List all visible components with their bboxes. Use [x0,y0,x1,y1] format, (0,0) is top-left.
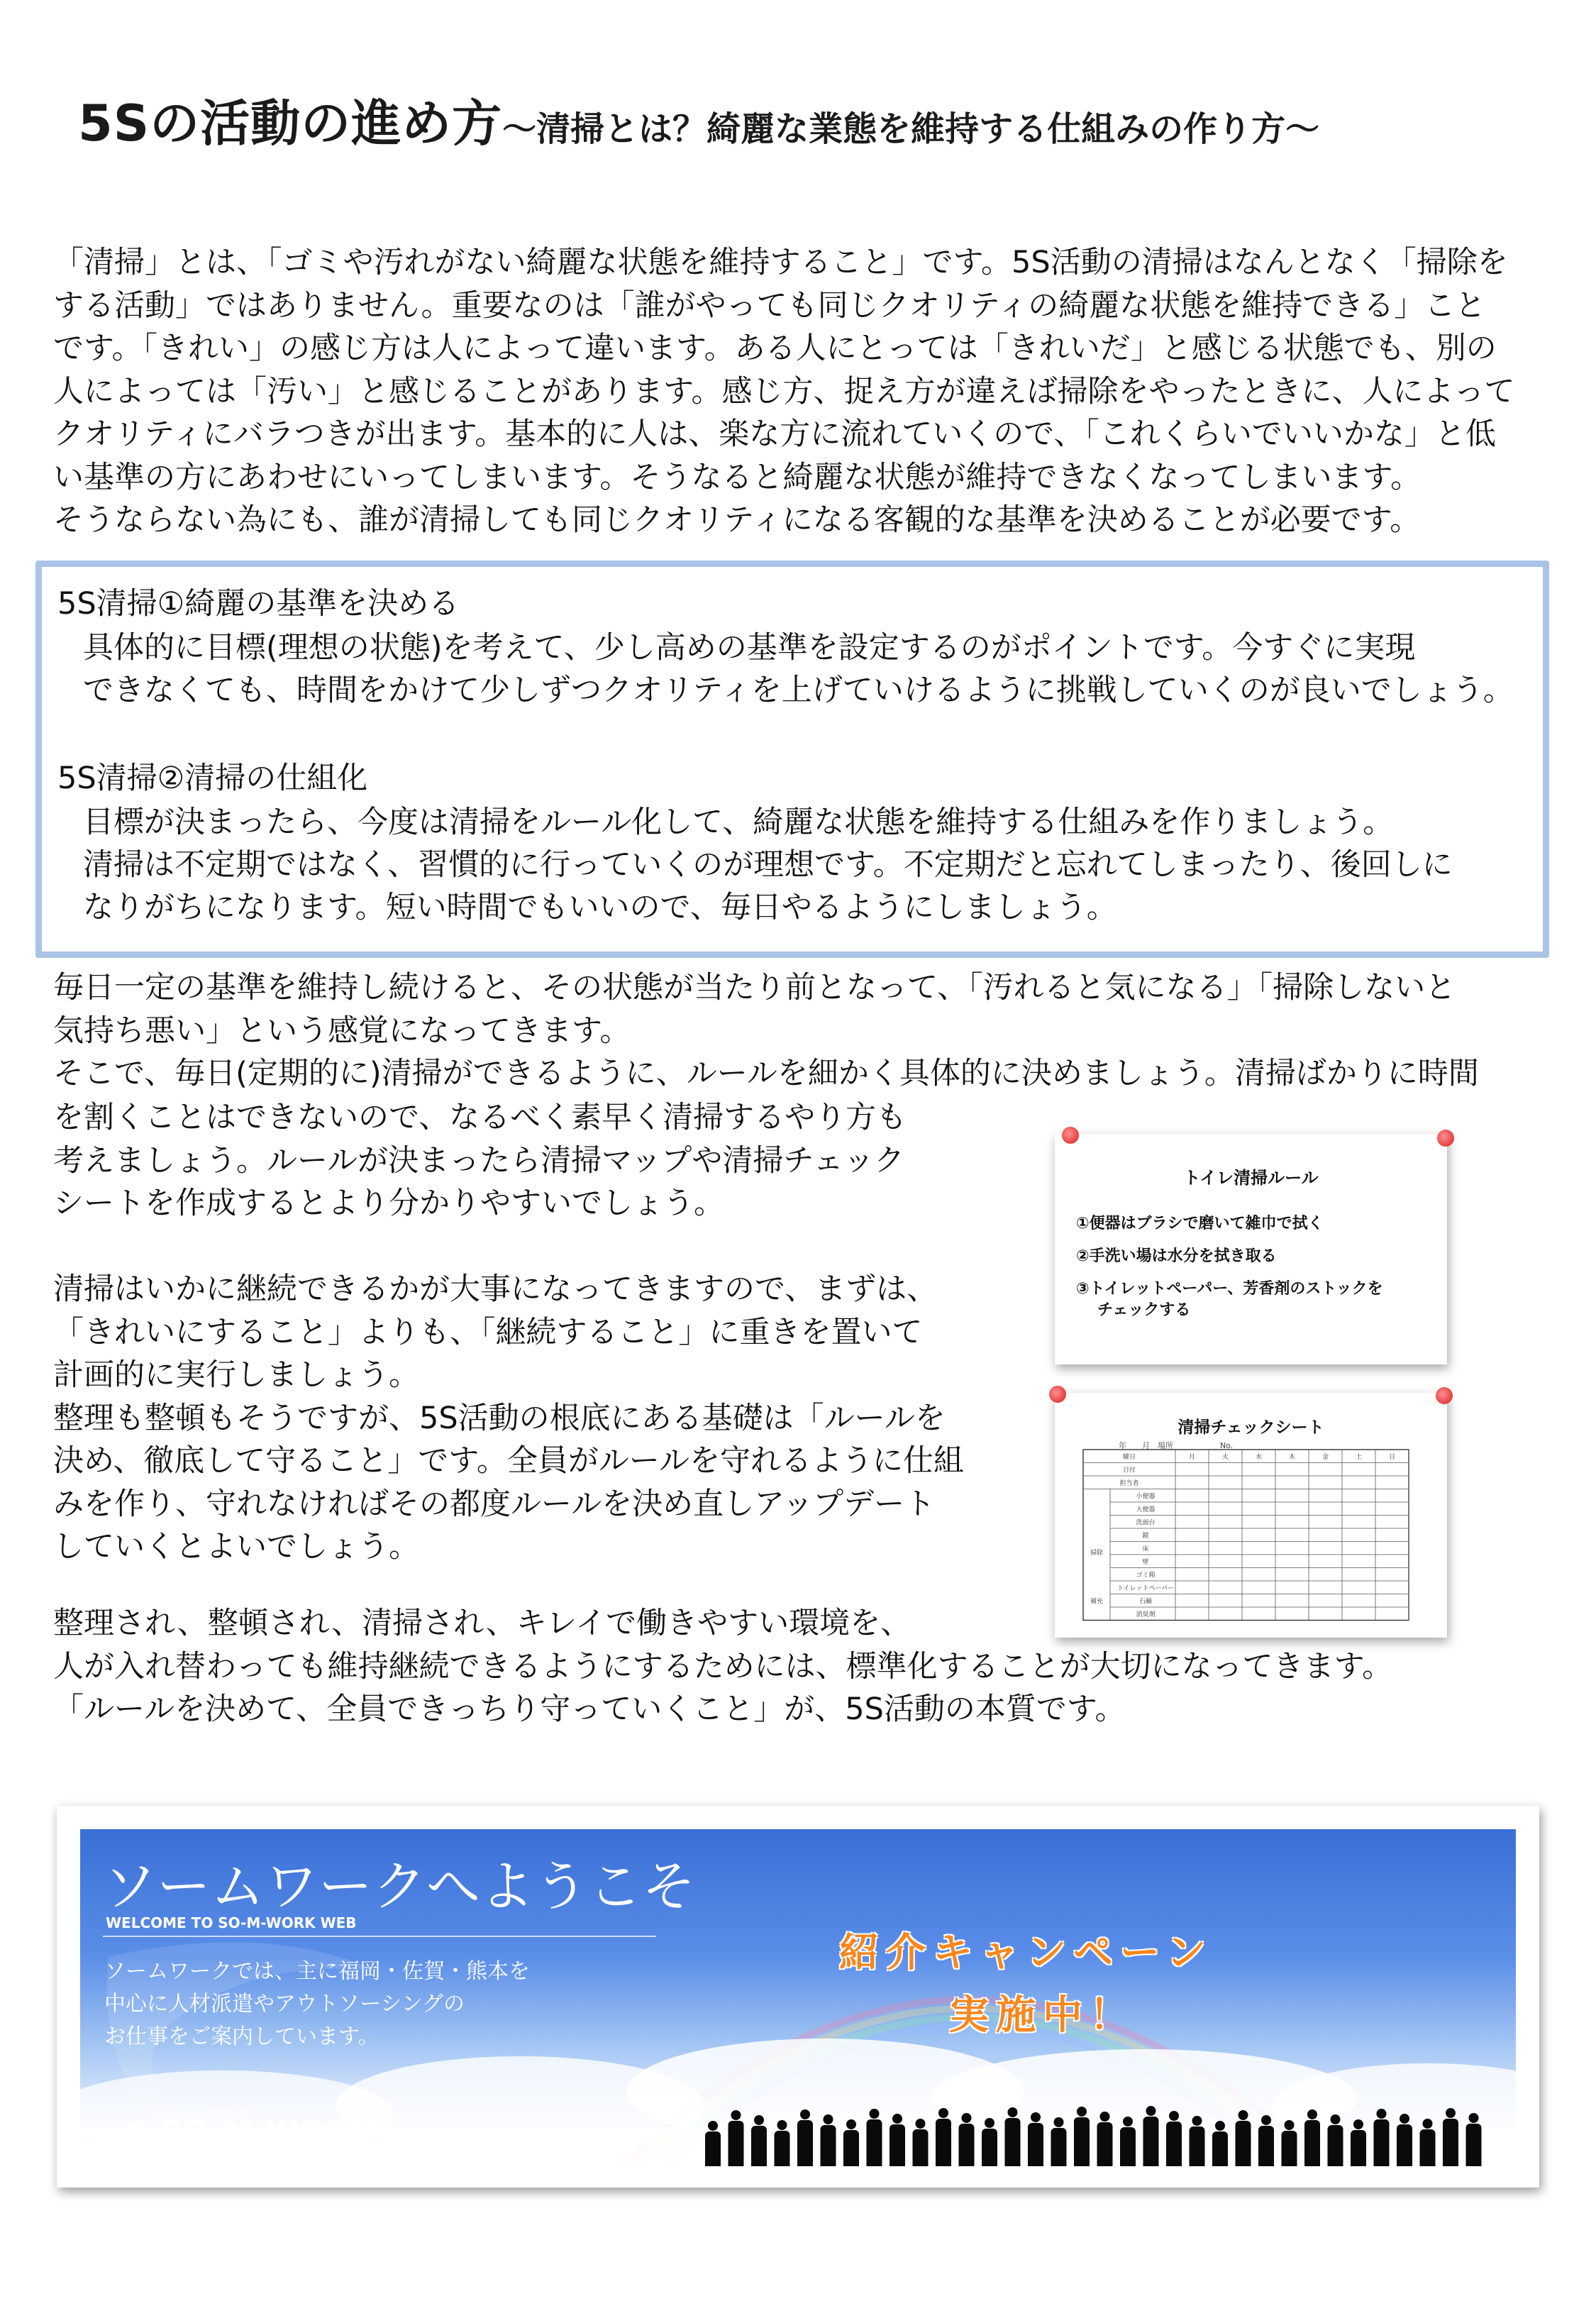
person-silhouette [1097,2112,1113,2166]
person-silhouette [959,2113,975,2166]
person-silhouette [1351,2119,1366,2166]
grid-day-label: 火 [1221,1454,1229,1461]
rule-item: ③トイレットペーパー、芳香剤のストックを [1076,1280,1383,1298]
point1-line: 具体的に目標(理想の状態)を考えて、少し高めの基準を設定するのがポイントです。今すぐに実現 [83,630,1416,666]
person-silhouette [1005,2107,1021,2166]
point1-line: できなくても、時間をかけて少しずつクオリティを上げていけるように挑戦していくのが良いでしょう。 [83,673,1514,708]
title-main: 5Sの活動の進め方 [78,94,503,153]
toilet-rules-card [1055,1134,1447,1364]
person-silhouette [1443,2108,1458,2166]
check-sheet-card [1055,1393,1447,1638]
person-silhouette [1120,2117,1136,2166]
banner-divider [103,1936,656,1937]
grid-row-label: 床 [1142,1545,1149,1553]
left-line: シートを作成するとより分かりやすいでしょう。 [53,1186,724,1221]
banner-description-line: お仕事をご案内しています。 [104,2024,379,2049]
grid-day-label: 金 [1321,1454,1329,1461]
left-line: していくとよいでしょう。 [53,1529,419,1565]
mid-line: 毎日一定の基準を維持し続けると、その状態が当たり前となって、「汚れると気になる」「掃除しないと [53,970,1456,1005]
grid-day-label: 土 [1355,1454,1363,1461]
person-silhouette [1236,2110,1251,2166]
point2-body [83,801,1530,929]
title-sub: ～清掃とは？綺麗な業態を維持する仕組みの作り方～ [502,109,1320,149]
left-line: 清掃はいかに継続できるかが大事になってきますので、まずは、 [53,1271,938,1307]
person-silhouette [705,2121,721,2166]
grid-row-label: 大便器 [1136,1506,1156,1513]
grid-group-label: 補充 [1090,1598,1104,1606]
campaign-line1: 紹介キャンペーン [839,1930,1213,1976]
left-line [53,1225,1046,1269]
intro-line: 人によっては「汚い」と感じることがあります。感じ方、捉え方が違えば掃除をやったときに、人によって [53,373,1515,409]
page-title [78,84,1553,155]
point1-heading: 5S清掃①綺麗の基準を決める [57,586,460,622]
left-line: 「きれいにすること」よりも、「継続すること」に重きを置いて [53,1314,923,1350]
company-logo-text: SO-M-WORK [160,2114,375,2151]
grid-row-label: 消臭剤 [1136,1611,1156,1618]
grid-row-label: ゴミ箱 [1136,1572,1156,1579]
key-points-box [35,561,1549,958]
person-silhouette [1304,2109,1320,2166]
point2-heading: 5S清掃②清掃の仕組化 [57,761,368,796]
grid-row-label: 石鹸 [1138,1598,1153,1606]
person-silhouette [728,2110,744,2166]
person-silhouette [775,2120,790,2166]
grid-border [1083,1450,1409,1621]
person-silhouette [1466,2113,1482,2166]
person-silhouette [1258,2115,1274,2166]
person-silhouette [936,2108,951,2166]
intro-line: です。「きれい」の感じ方は人によって違います。ある人にとっては「きれいだ」と感じる状態でも、別の [53,331,1497,366]
rule-item: ①便器はブラシで磨いて雑巾で拭く [1076,1215,1324,1232]
company-logo-icon [107,2113,157,2156]
person-silhouette [1190,2116,1205,2166]
person-silhouette [1143,2106,1159,2166]
banner-description [104,1955,530,2053]
rule-item: チェックする [1097,1301,1191,1319]
banner-description-line: 中心に人材派遣やアウトソーシングの [104,1992,465,2017]
person-silhouette [751,2115,767,2166]
pin-icon [1062,1127,1079,1144]
person-silhouette [890,2114,905,2166]
grid-row-label: 小便器 [1136,1493,1156,1501]
person-silhouette [1328,2114,1343,2166]
intro-paragraph [53,241,1557,542]
people-silhouettes-graphic [704,2099,1506,2166]
grid-day-label: 水 [1255,1454,1263,1461]
person-silhouette [913,2119,929,2166]
grid-row-label: 洗面台 [1136,1519,1156,1527]
intro-line: い基準の方にあわせにいってしまいます。そうなると綺麗な状態が維持できなくなってしまいます。 [53,459,1422,495]
intro-line: そうならない為にも、誰が清掃しても同じクオリティになる客観的な基準を決めることが必要です。 [53,502,1421,538]
intro-line: する活動」ではありません。重要なのは「誰がやっても同じクオリティの綺麗な状態を維持できる」こと [53,287,1486,324]
campaign-line2: 実施中！ [949,1992,1136,2039]
grid-row-label: 曜日 [1122,1454,1136,1461]
banner-frame [57,1806,1539,2188]
grid-row-label: 壁 [1142,1559,1149,1566]
mid-line: そこで、毎日(定期的に)清掃ができるように、ルールを細かく具体的に決めましょう。清掃ばかりに時間 [53,1056,1479,1091]
banner-subtitle: WELCOME TO SO-M-WORK WEB [106,1914,357,1931]
person-silhouette [797,2109,813,2166]
person-silhouette [1212,2121,1228,2166]
person-silhouette [821,2114,836,2166]
point1-body [83,627,1530,712]
person-silhouette [1074,2107,1090,2166]
grid-day-label: 日 [1388,1454,1396,1461]
left-line: 考えましょう。ルールが決まったら清掃マップや清掃チェック [53,1142,905,1179]
person-silhouette [1282,2120,1297,2166]
person-silhouette [1397,2114,1412,2166]
grid-row-label: 担当者 [1119,1480,1139,1487]
recruit-banner[interactable] [80,1829,1516,2166]
left-line: 決め、徹底して守ること」です。全員がルールを守れるように仕組 [53,1443,964,1479]
intro-line: 「清掃」とは、「ゴミや汚れがない綺麗な状態を維持すること」です。5S活動の清掃はなんとなく「掃除を [53,245,1508,280]
point2-line: 目標が決まったら、今度は清掃をルール化して、綺麗な状態を維持する仕組みを作りましょう。 [83,805,1394,840]
grid-row-label: 日付 [1122,1467,1136,1474]
left-line: 計画的に実行しましょう。 [53,1357,419,1393]
grid-row-label: 鏡 [1142,1533,1149,1540]
grid-day-label: 木 [1288,1454,1296,1461]
rules-card-title: トイレ清掃ルール [1183,1168,1319,1188]
banner-description-line: ソームワークでは、主に福岡・佐賀・熊本を [104,1959,530,1984]
closing-line: 人が入れ替わっても維持継続できるようにするためには、標準化することが大切になってきます。 [53,1648,1393,1684]
check-sheet-header: 年 月 場所 No. [1119,1441,1234,1450]
closing-paragraph [53,1602,1564,1731]
rule-item: ②手洗い場は水分を拭き取る [1076,1247,1277,1265]
intro-line: クオリティにバラつきが出ます。基本的に人は、楽な方に流れていくので、「これくらいでいいかな」と低 [53,416,1496,452]
person-silhouette [867,2109,882,2166]
check-sheet-grid [1055,1393,1447,1638]
mid-line: 気持ち悪い」という感覚になってきます。 [53,1013,631,1049]
point2-line: 清掃は不定期ではなく、習慣的に行っていくのが理想です。不定期だと忘れてしまったり、後回しに [83,847,1453,883]
closing-line: 整理され、整頓され、清掃され、キレイで働きやすい環境を、 [53,1606,911,1641]
grid-row-label: トイレットペーパー [1116,1585,1175,1592]
left-line: 整理も整頓もそうですが、5S活動の根底にある基礎は「ルールを [53,1400,946,1436]
person-silhouette [843,2119,859,2166]
left-column-paragraph [53,1096,1046,1569]
closing-line: 「ルールを決めて、全員できっちり守っていくこと」が、5S活動の本質です。 [53,1692,1126,1727]
grid-day-label: 月 [1188,1454,1196,1461]
point2-line: なりがちになります。短い時間でもいいので、毎日やるようにしましょう。 [83,890,1117,925]
left-line: を割くことはできないので、なるべく素早く清掃するやり方も [53,1100,907,1135]
pin-icon [1437,1130,1454,1147]
person-silhouette [1374,2109,1390,2166]
person-silhouette [1028,2112,1043,2166]
left-line: みを作り、守れなければその都度ルールを決め直しアップデート [53,1486,936,1522]
banner-title: ソームワークへようこそ [103,1855,696,1918]
person-silhouette [1051,2117,1067,2166]
check-sheet-title: 清掃チェックシート [1177,1418,1324,1437]
grid-group-label: 掃除 [1090,1550,1104,1557]
person-silhouette [1166,2111,1182,2166]
mid-paragraph [53,966,1564,1096]
person-silhouette [982,2118,997,2166]
company-name-small: ソームワーク株式会社 [165,2107,251,2117]
person-silhouette [1420,2119,1436,2166]
